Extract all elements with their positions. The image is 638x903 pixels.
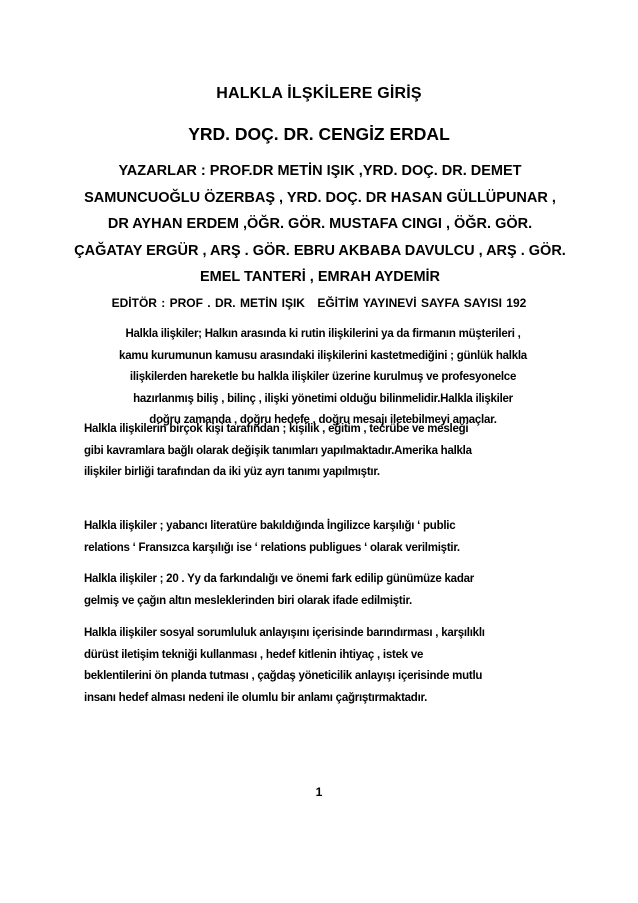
paragraph-definitions-count	[84, 419, 562, 484]
document-author: YRD. DOÇ. DR. CENGİZ ERDAL	[188, 124, 450, 144]
paragraph-definition	[84, 324, 562, 432]
paragraph-line: Halkla ilişkilerin birçok kişi tarafından ; kişilik , eğitim , tecrübe ve mesleği	[84, 423, 469, 435]
paragraph-line: doğru zamanda , doğru hedefe , doğru mesajı iletebilmeyi amaçlar.	[149, 414, 497, 426]
paragraph-line: beklentilerini ön planda tutması , çağdaş yöneticilik anlayışı içerisinde mutlu	[84, 670, 483, 682]
writers-line: ÇAĞATAY ERGÜR , ARŞ . GÖR. EBRU AKBABA DAVULCU , ARŞ . GÖR.	[74, 242, 566, 259]
paragraph-line: insanı hedef alması nedeni ile olumlu bir anlamı çağrıştırmaktadır.	[84, 691, 428, 704]
paragraph-line: relations ‘ Fransızca karşılığı ise ‘ relations publigues ‘ olarak verilmiştir.	[84, 541, 460, 554]
paragraph-line: gibi kavramlara bağlı olarak değişik tanımları yapılmaktadır.Amerika halkla	[84, 444, 472, 457]
page-number: 1	[315, 785, 323, 799]
paragraph-foreign-terms	[84, 516, 562, 559]
paragraph-line: ilişkiler birliği tarafından da iki yüz ayrı tanımı yapılmıştır.	[84, 466, 380, 478]
writers-line: SAMUNCUOĞLU ÖZERBAŞ , YRD. DOÇ. DR HASAN GÜLLÜPUNAR ,	[84, 189, 556, 206]
editor-info-line	[0, 296, 638, 310]
paragraph-line: dürüst iletişim tekniği kullanması , hedef kitlenin ihtiyaç , istek ve	[84, 648, 424, 661]
writers-line: EMEL TANTERİ , EMRAH AYDEMİR	[199, 269, 441, 285]
page-count-text: SAYFA SAYISI 192	[420, 296, 527, 310]
paragraph-line: Halkla ilişkiler ; yabancı literatüre bakıldığında İngilizce karşılığı ‘ public	[84, 520, 456, 532]
publisher-text: EĞİTİM YAYINEVİ	[317, 296, 417, 310]
paragraph-history	[84, 569, 562, 612]
writers-line: YAZARLAR : PROF.DR METİN IŞIK ,YRD. DOÇ. DR. DEMET	[118, 163, 522, 179]
paragraph-line: hazırlanmış biliş , bilinç , ilişki yönetimi olduğu bilinmelidir.Halkla ilişkiler	[133, 392, 513, 405]
paragraph-line: Halkla ilişkiler ; 20 . Yy da farkındalığı ve önemi fark edilip günümüze kadar	[84, 573, 474, 585]
paragraph-line: Halkla ilişkiler; Halkın arasında ki rutin ilişkilerini ya da firmanın müşterileri ,	[125, 328, 521, 340]
paragraph-social-responsibility	[84, 623, 562, 709]
editor-text: EDİTÖR : PROF . DR. METİN IŞIK	[111, 296, 305, 310]
paragraph-line: kamu kurumunun kamusu arasındaki ilişkilerini kastetmediğini ; günlük halkla	[119, 349, 527, 362]
document-title: HALKLA İLŞKİLERE GİRİŞ	[216, 85, 422, 102]
paragraph-line: Halkla ilişkiler sosyal sorumluluk anlayışını içerisinde barındırması , karşılıklı	[84, 627, 485, 639]
paragraph-line: gelmiş ve çağın altın mesleklerinden biri olarak ifade edilmiştir.	[84, 594, 412, 607]
writers-block	[2, 158, 638, 291]
writers-line: DR AYHAN ERDEM ,ÖĞR. GÖR. MUSTAFA CINGI , ÖĞR. GÖR.	[107, 216, 533, 232]
paragraph-line: ilişkilerden hareketle bu halkla ilişkiler üzerine kurulmuş ve profesyonelce	[129, 371, 517, 383]
